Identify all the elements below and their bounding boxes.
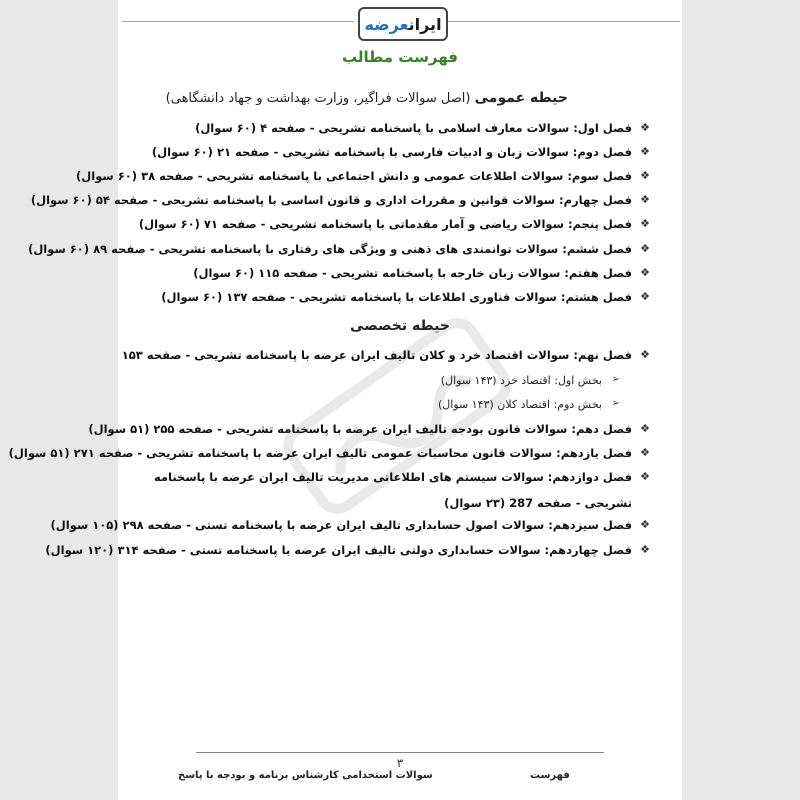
header-rule-left [122,21,354,22]
toc-item-8[interactable]: ❖ فصل هشتم: سوالات فناوری اطلاعات با پاسخنامه تشریحی - صفحه ۱۳۷ (۶۰ سوال) [161,290,650,304]
toc-subitem-macro[interactable]: ➢ بخش دوم: اقتصاد کلان (۱۴۳ سوال) [438,398,620,411]
arrow-icon: ➢ [611,374,620,385]
toc-item-6[interactable]: ❖ فصل ششم: سوالات توانمندی های ذهنی و ویژگی های رفتاری با پاسخنامه تشریحی - صفحه ۸۹ (۶۰ سوال) [28,242,650,256]
bullet-icon: ❖ [640,145,650,158]
bullet-icon: ❖ [640,470,650,483]
bullet-icon: ❖ [640,169,650,182]
toc-subitem-micro[interactable]: ➢ بخش اول: اقتصاد خرد (۱۴۳ سوال) [440,374,620,387]
toc-item-12[interactable]: ❖ فصل دوازدهم: سوالات سیستم های اطلاعاتی مدیریت تالیف ایران عرضه با پاسخنامه تشریحی - صفحه 287 (۲۳ سوال) [152,464,632,516]
page-number: ۳ [396,756,404,770]
footer-rule [196,752,604,753]
bullet-icon: ❖ [640,266,650,279]
bullet-icon: ❖ [640,193,650,206]
bullet-icon: ❖ [640,422,650,435]
toc-item-1[interactable]: ❖ فصل اول: سوالات معارف اسلامی با پاسخنامه تشریحی - صفحه ۴ (۶۰ سوال) [195,121,650,135]
toc-item-2[interactable]: ❖ فصل دوم: سوالات زبان و ادبیات فارسی با پاسخنامه تشریحی - صفحه ۲۱ (۶۰ سوال) [151,145,650,159]
bullet-icon: ❖ [640,543,650,556]
bullet-icon: ❖ [640,217,650,230]
toc-item-4[interactable]: ❖ فصل چهارم: سوالات قوانین و مقررات اداری و قانون اساسی با پاسخنامه تشریحی - صفحه ۵۴ (۶۰ سوال) [30,193,650,207]
bullet-icon: ❖ [640,446,650,459]
toc-item-9[interactable]: ❖ فصل نهم: سوالات اقتصاد خرد و کلان تالیف ایران عرضه با پاسخنامه تشریحی - صفحه ۱۵۳ [121,348,650,362]
toc-item-10[interactable]: ❖ فصل دهم: سوالات قانون بودجه تالیف ایران عرضه با پاسخنامه تشریحی - صفحه ۲۵۵ (۵۱ سوال) [88,422,650,436]
toc-item-11[interactable]: ❖ فصل یازدهم: سوالات قانون محاسبات عمومی تالیف ایران عرضه با پاسخنامه تشریحی - صفحه ۲۷۱ (۵۱ سوال) [8,446,650,460]
brand-logo [358,7,448,41]
toc-item-13[interactable]: ❖ فصل سیزدهم: سوالات اصول حسابداری تالیف ایران عرضه با پاسخنامه تستی - صفحه ۲۹۸ (۱۰۵ سوال) [50,518,650,532]
logo-text: ایرانعرضه [364,14,442,34]
toc-item-7[interactable]: ❖ فصل هفتم: سوالات زبان خارجه با پاسخنامه تشریحی - صفحه ۱۱۵ (۶۰ سوال) [193,266,650,280]
toc-item-14[interactable]: ❖ فصل چهاردهم: سوالات حسابداری دولتی تالیف ایران عرضه با پاسخنامه تستی - صفحه ۳۱۴ (۱۲۰ سوال) [45,543,650,557]
footer-section-name: فهرست [530,770,570,781]
footer-book-title: سوالات استخدامی کارشناس برنامه و بودجه با پاسخ [178,770,433,781]
bullet-icon: ❖ [640,348,650,361]
toc-item-5[interactable]: ❖ فصل پنجم: سوالات ریاضی و آمار مقدماتی با پاسخنامه تشریحی - صفحه ۷۱ (۶۰ سوال) [138,217,650,231]
header-rule-right [448,21,680,22]
bullet-icon: ❖ [640,290,650,303]
toc-title: فهرست مطالب [342,48,458,66]
bullet-icon: ❖ [640,121,650,134]
toc-item-3[interactable]: ❖ فصل سوم: سوالات اطلاعات عمومی و دانش اجتماعی با پاسخنامه تشریحی - صفحه ۳۸ (۶۰ سوال) [76,169,650,183]
specialized-section-heading: حیطه تخصصی [350,318,450,334]
bullet-icon: ❖ [640,242,650,255]
general-section-heading: حیطه عمومی (اصل سوالات فراگیر، وزارت بهداشت و جهاد دانشگاهی) [165,90,568,106]
bullet-icon: ❖ [640,518,650,531]
arrow-icon: ➢ [611,398,620,409]
